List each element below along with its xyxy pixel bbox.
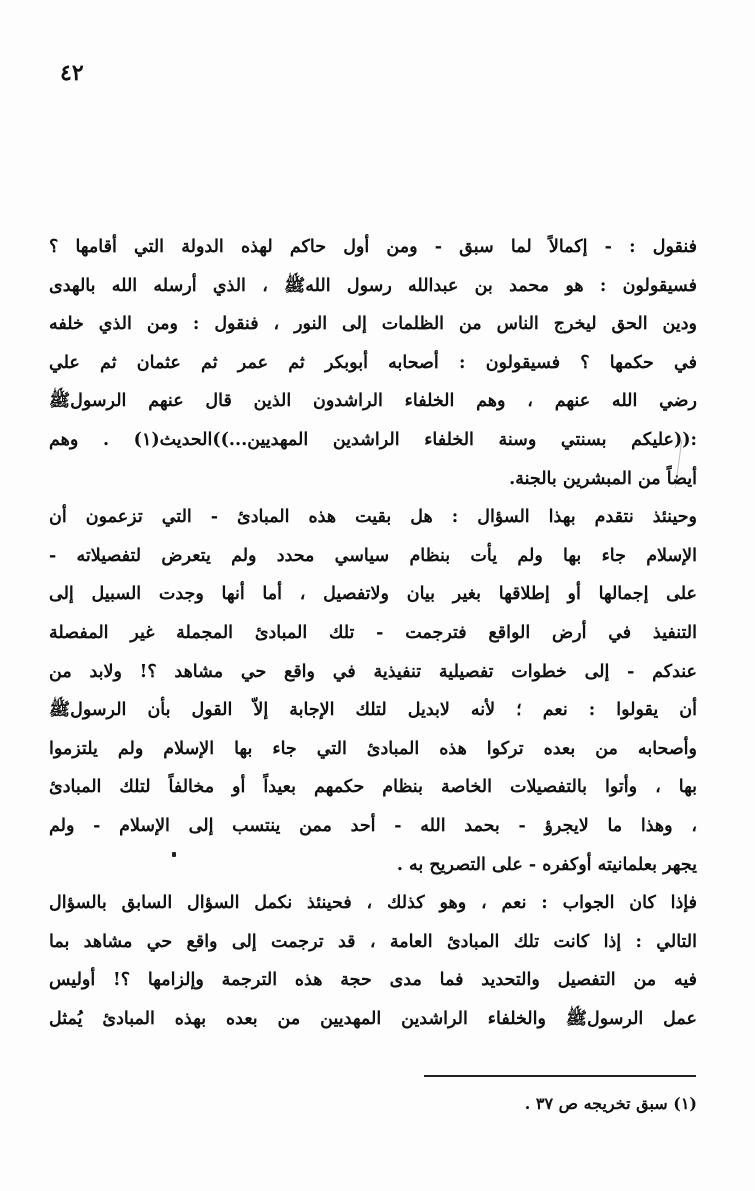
text-line: عمل الرسولﷺ والخلفاء الراشدين المهديين من بعده بهذه المبادئ يُمثل (49, 1008, 697, 1029)
text-line: أيضاً من المبشرين بالجنة. (509, 468, 697, 489)
text-line: الإسلام جاء بها ولم يأت بنظام سياسي محدد ولم يتعرض لتفصيلاته - (49, 545, 697, 566)
text-line: فيه من التفصيل والتحديد فما مدى حجة هذه الترجمة وإلزامها ؟! أوليس (49, 970, 697, 991)
ink-speck (172, 852, 176, 857)
text-line: فنقول : - إكمالاً لما سبق - ومن أول حاكم لهذه الدولة التي أقامها ؟ (49, 237, 697, 257)
text-line: ودين الحق ليخرج الناس من الظلمات إلى النور ، فنقول : ومن الذي خلفه (49, 314, 697, 335)
footnote: (١) سبق تخريجه ص ٣٧ . (524, 1094, 697, 1113)
paragraph-2 (49, 498, 697, 884)
text-line: ، وهذا ما لايجرؤ - بحمد الله - أحد ممن ينتسب إلى الإسلام - ولم (49, 815, 697, 836)
text-line: رضي الله عنهم ، وهم الخلفاء الراشدون الذين قال عنهم الرسولﷺ (49, 391, 697, 412)
body-text (49, 228, 697, 1038)
paragraph-3 (49, 884, 697, 1038)
text-line: فإذا كان الجواب : نعم ، وهو كذلك ، فحينئذ نكمل السؤال السابق بالسؤال (49, 893, 697, 914)
text-line: فسيقولون : هو محمد بن عبدالله رسول اللهﷺ ، الذي أرسله الله بالهدى (49, 275, 697, 296)
text-line: أن يقولوا : نعم ؛ لأنه لابديل لتلك الإجابة إلاّ القول بأن الرسولﷺ (49, 700, 697, 721)
text-line: يجهر بعلمانيته أوكفره - على التصريح به . (396, 854, 697, 875)
text-line: وأصحابه من بعده تركوا هذه المبادئ التي جاء بها الإسلام ولم يلتزموا (49, 738, 697, 759)
text-line: التنفيذ في أرض الواقع فترجمت - تلك المبادئ المجملة غير المفصلة (49, 622, 697, 643)
text-line: وحينئذ نتقدم بهذا السؤال : هل بقيت هذه المبادئ - التي تزعمون أن (49, 507, 697, 528)
paragraph-1 (49, 228, 697, 498)
text-line: التالي : إذا كانت تلك المبادئ العامة ، قد ترجمت إلى واقع حي مشاهد بما (49, 931, 697, 952)
footnote-separator (424, 1075, 696, 1077)
text-line: على إجمالها أو إطلاقها بغير بيان ولاتفصيل ، أما أنها وجدت السبيل إلى (49, 584, 697, 605)
text-line: بها ، وأتوا بالتفصيلات الخاصة بنظام حكمهم بعيداً أو مخالفاً لتلك المبادئ (49, 777, 697, 798)
text-line: عندكم - إلى خطوات تفصيلية تنفيذية في واقع حي مشاهد ؟! ولابد من (49, 661, 697, 682)
text-line: :((عليكم بسنتي وسنة الخلفاء الراشدين المهديين...))الحديث(١) . وهم (49, 429, 697, 450)
page-number: ٤٢ (60, 60, 84, 86)
text-line: في حكمها ؟ فسيقولون : أصحابه أبوبكر ثم عمر ثم عثمان ثم علي (49, 352, 697, 373)
